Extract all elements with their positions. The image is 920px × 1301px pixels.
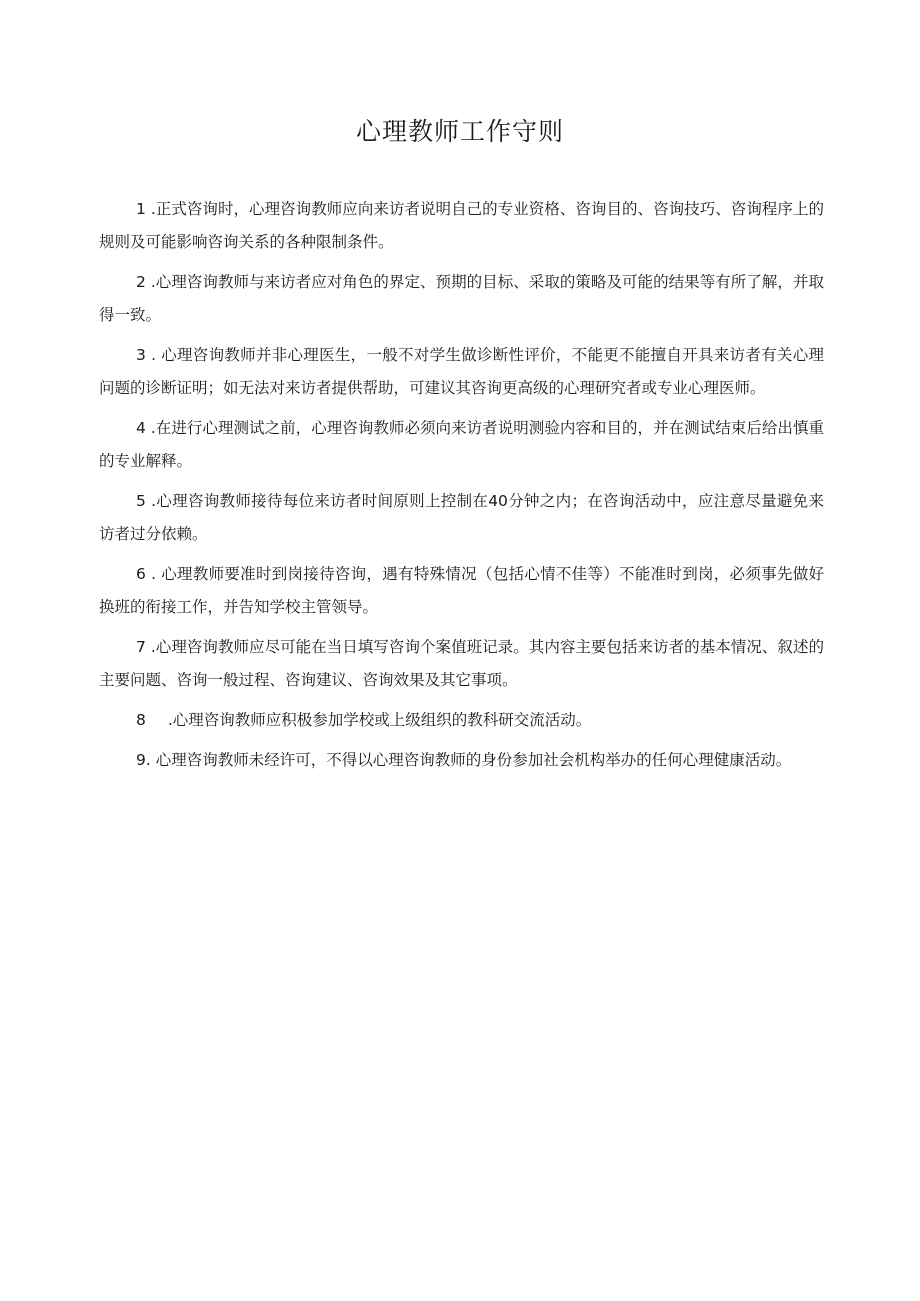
rule-text: .心理咨询教师接待每位来访者时间原则上控制在40分钟之内；在咨询活动中，应注意尽量避免来访者过分依赖。 xyxy=(99,492,824,543)
rule-number: 7 xyxy=(136,638,146,656)
rule-number: 4 xyxy=(136,419,146,437)
rule-text: .在进行心理测试之前，心理咨询教师必须向来访者说明测验内容和目的，并在测试结束后给出慎重的专业解释。 xyxy=(99,419,824,470)
rule-text: .心理咨询教师应尽可能在当日填写咨询个案值班记录。其内容主要包括来访者的基本情况、叙述的主要问题、咨询一般过程、咨询建议、咨询效果及其它事项。 xyxy=(99,638,824,689)
rule-number: 2 xyxy=(136,273,146,291)
rule-number: 5 xyxy=(136,492,146,510)
rule-text: . 心理咨询教师并非心理医生，一般不对学生做诊断性评价，不能更不能擅自开具来访者有关心理问题的诊断证明；如无法对来访者提供帮助，可建议其咨询更高级的心理研究者或专业心理医师。 xyxy=(99,346,824,397)
rule-item-9 xyxy=(99,744,824,777)
rule-text: .正式咨询时，心理咨询教师应向来访者说明自己的专业资格、咨询目的、咨询技巧、咨询程序上的规则及可能影响咨询关系的各种限制条件。 xyxy=(99,200,824,251)
rule-item-2 xyxy=(99,266,824,332)
rule-item-5 xyxy=(99,485,824,551)
rule-number: 9. xyxy=(136,751,151,769)
rule-item-1 xyxy=(99,193,824,259)
rule-item-4 xyxy=(99,412,824,478)
rule-item-6 xyxy=(99,558,824,624)
rule-text: 心理咨询教师未经许可，不得以心理咨询教师的身份参加社会机构举办的任何心理健康活动。 xyxy=(150,751,792,769)
rules-list xyxy=(99,193,824,784)
rule-text: .心理咨询教师应积极参加学校或上级组织的教科研交流活动。 xyxy=(167,711,592,729)
rule-number: 6 xyxy=(136,565,146,583)
rule-text: . 心理教师要准时到岗接待咨询，遇有特殊情况（包括心情不佳等）不能准时到岗，必须事先做好换班的衔接工作，并告知学校主管领导。 xyxy=(99,565,824,616)
rule-text: .心理咨询教师与来访者应对角色的界定、预期的目标、采取的策略及可能的结果等有所了解，并取得一致。 xyxy=(99,273,824,324)
document-title: 心理教师工作守则 xyxy=(355,117,564,146)
rule-number: 1 xyxy=(136,200,146,218)
rule-item-3 xyxy=(99,339,824,405)
rule-number: 8 xyxy=(136,711,146,729)
rule-item-7 xyxy=(99,631,824,697)
rule-item-8 xyxy=(99,704,824,737)
rule-number: 3 xyxy=(136,346,146,364)
